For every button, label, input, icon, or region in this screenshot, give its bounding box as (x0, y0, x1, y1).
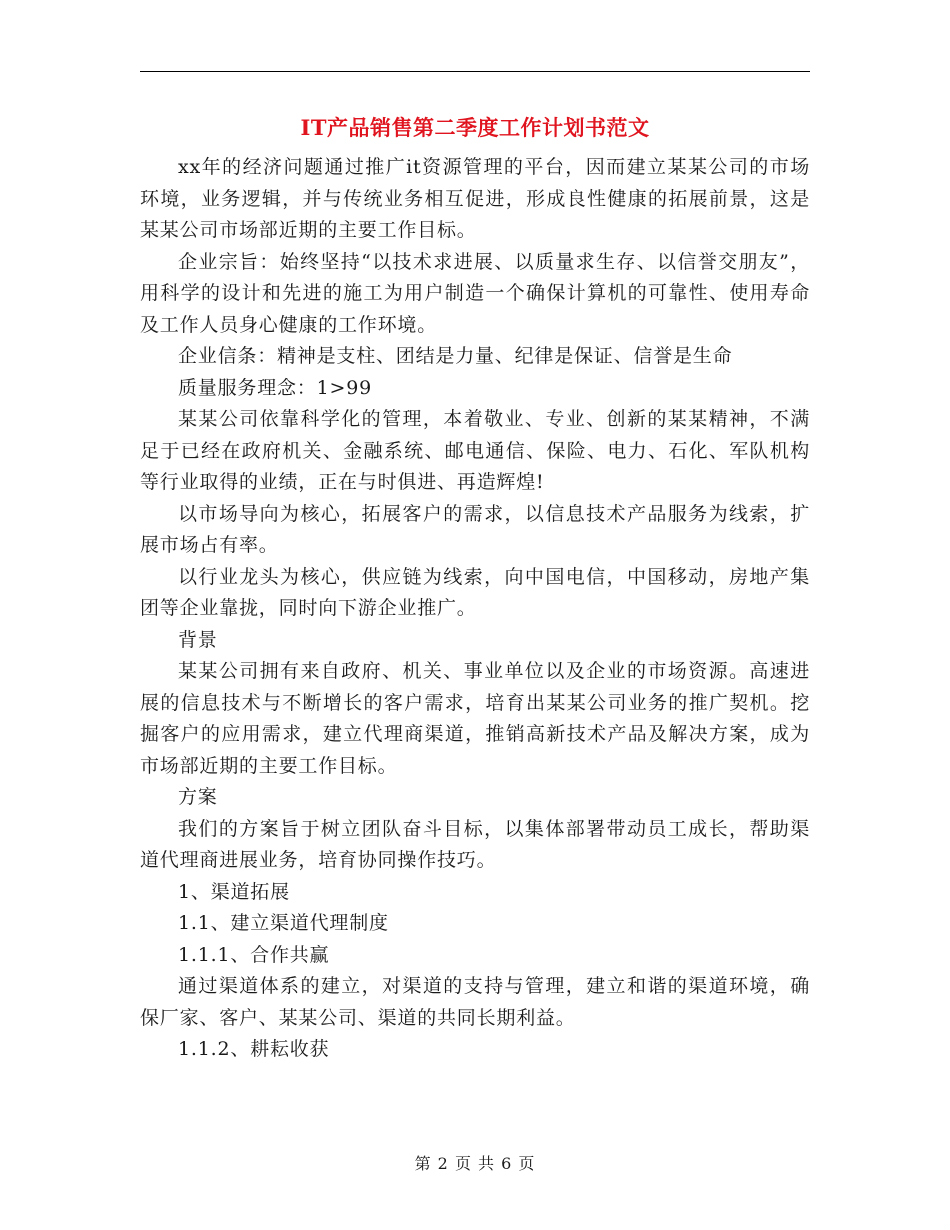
section-heading: 方案 (178, 786, 218, 808)
subsection-heading: 1.1、建立渠道代理制度 (178, 912, 389, 934)
section-heading: 背景 (178, 628, 218, 651)
section-heading: 1、渠道拓展 (178, 880, 290, 903)
page-footer: 第 2 页 共 6 页 (414, 1154, 536, 1173)
document-body (140, 152, 810, 1066)
body-paragraph: 企业信条：精神是支柱、团结是力量、纪律是保证、信誉是生命 (178, 345, 733, 367)
header-rule (140, 71, 810, 72)
body-paragraph: 某某公司依靠科学化的管理，本着敬业、专业、创新的某某精神，不满足于已经在政府机关、金融系统、邮电通信、保险、电力、石化、军队机构等行业取得的业绩，正在与时俱进、再造辉煌! (140, 408, 810, 493)
body-paragraph: 以行业龙头为核心，供应链为线索，向中国电信，中国移动，房地产集团等企业靠拢，同时向下游企业推广。 (140, 565, 810, 619)
body-paragraph: xx年的经济问题通过推广it资源管理的平台，因而建立某某公司的市场环境，业务逻辑，并与传统业务相互促进，形成良性健康的拓展前景，这是某某公司市场部近期的主要工作目标。 (140, 156, 810, 241)
body-paragraph: 企业宗旨：始终坚持“以技术求进展、以质量求生存、以信誉交朋友”，用科学的设计和先进的施工为用户制造一个确保计算机的可靠性、使用寿命及工作人员身心健康的工作环境。 (140, 250, 810, 336)
body-paragraph: 我们的方案旨于树立团队奋斗目标，以集体部署带动员工成长，帮助渠道代理商进展业务，培育协同操作技巧。 (140, 817, 810, 871)
body-paragraph: 某某公司拥有来自政府、机关、事业单位以及企业的市场资源。高速进展的信息技术与不断增长的客户需求，培育出某某公司业务的推广契机。挖掘客户的应用需求，建立代理商渠道，推销高新技术产品及解决方案，成为市场部近期的主要工作目标。 (140, 660, 810, 777)
body-paragraph: 以市场导向为核心，拓展客户的需求，以信息技术产品服务为线索，扩展市场占有率。 (140, 502, 810, 556)
subsection-heading: 1.1.1、合作共赢 (178, 943, 330, 966)
subsection-heading: 1.1.2、耕耘收获 (178, 1038, 330, 1060)
body-paragraph: 通过渠道体系的建立，对渠道的支持与管理，建立和谐的渠道环境，确保厂家、客户、某某公司、渠道的共同长期利益。 (140, 975, 810, 1029)
document-title: IT产品销售第二季度工作计划书范文 (300, 115, 650, 140)
body-paragraph: 质量服务理念：1>99 (178, 376, 372, 399)
